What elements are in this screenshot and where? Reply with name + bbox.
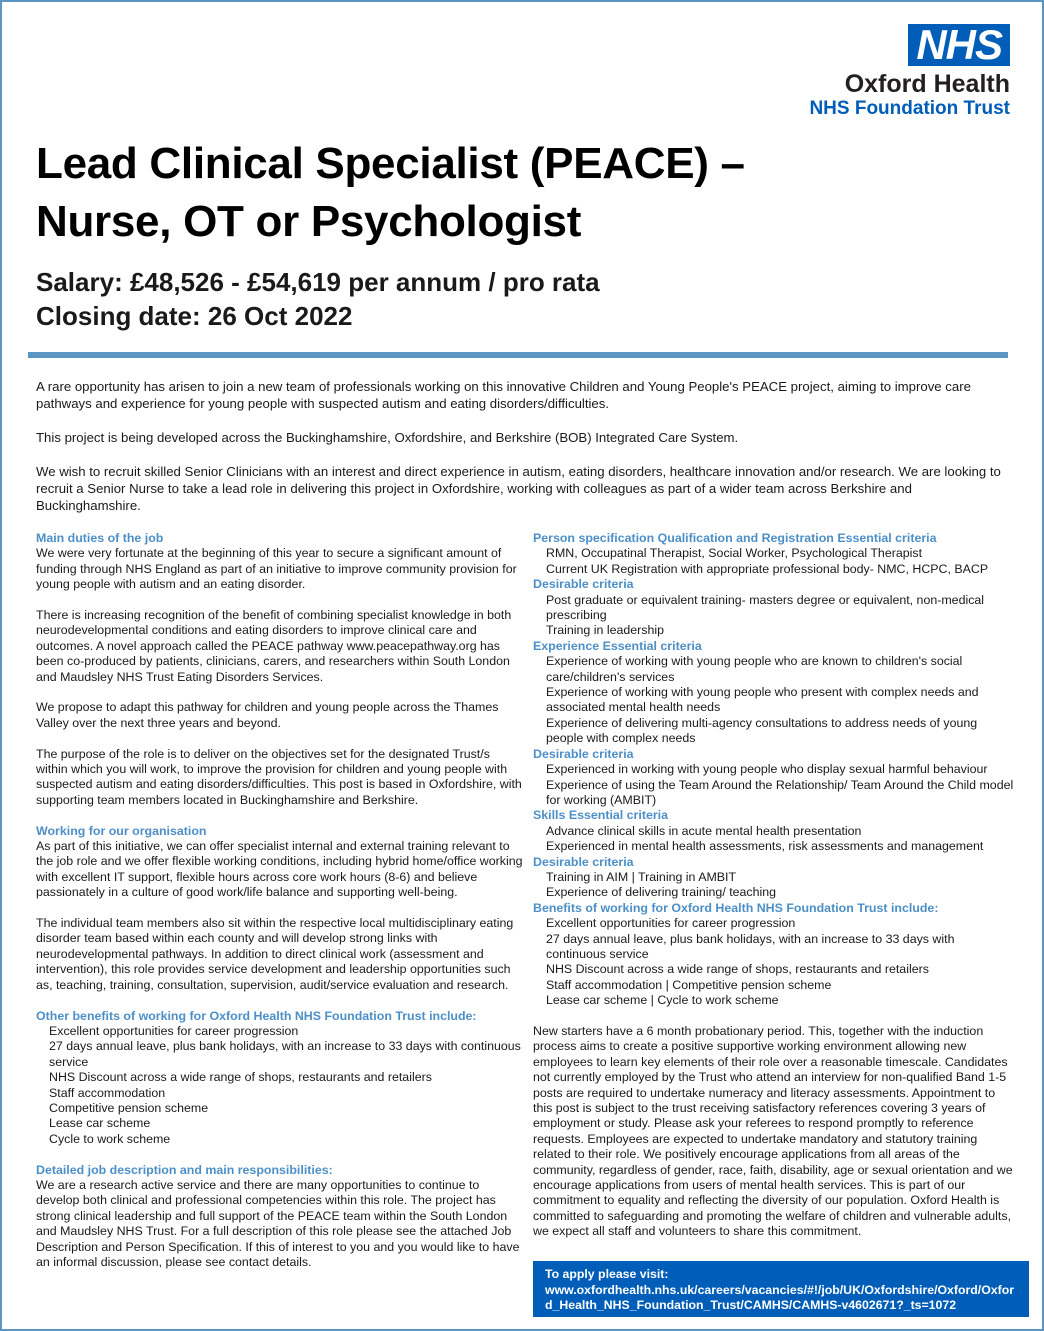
- benefit-item: Staff accommodation: [49, 1085, 166, 1100]
- desirable-heading: Desirable criteria: [533, 854, 634, 869]
- criteria-item: Post graduate or equivalent training- masters degree or equivalent, non-medical prescribing: [546, 592, 985, 623]
- apply-box: [533, 1261, 1029, 1317]
- skills-heading: Skills Essential criteria: [533, 808, 668, 823]
- criteria-item: Training in leadership: [546, 623, 665, 638]
- intro-paragraph: A rare opportunity has arisen to join a new team of professionals working on this innovative Children and Young People's PEACE project, aiming to improve care pathways and experience for young people with suspected autism and eating disorders/difficulties.: [36, 379, 971, 411]
- organisation-paragraph: The individual team members also sit within the respective local multidisciplinary eating disorder team based within each county and will develop strong links with neurodevelopmental pathways. In addition to direct clinical work (assessment and intervention), this role provides service development and leadership opportunities such as, teaching, training, consultation, supervision, audit/service evaluation and research.: [36, 916, 514, 992]
- criteria-item: Experience of working with young people who present with complex needs and associated mental health needs: [546, 685, 979, 715]
- benefit-item: Competitive pension scheme: [49, 1100, 209, 1115]
- description-paragraph: We are a research active service and there are many opportunities to continue to develop both clinical and professional competencies within this role. The project has strong clinical leadership and full support of the PEACE team within the South London and Maudsley NHS Trust. For a full description of this role please see the attached Job Description and Person Specification. If this of interest to you and you would like to have an informal discussion, please see contact details.: [36, 1177, 520, 1269]
- organisation-paragraph: As part of this initiative, we can offer specialist internal and external training relevant to the job role and we offer flexible working conditions, including hybrid home/office working with excellent IT support, flexible hours across core work hours (8-6) and believe passionately in a culture of good work/life balance and supporting well-being.: [36, 839, 523, 900]
- criteria-item: Experience of working with young people who are known to children's social care/children's services: [546, 654, 963, 684]
- org-subtitle: NHS Foundation Trust: [809, 98, 1010, 119]
- job-title-line-2: Nurse, OT or Psychologist: [36, 197, 582, 246]
- nhs-badge: NHS: [908, 24, 1010, 66]
- organisation-heading: Working for our organisation: [36, 823, 207, 838]
- criteria-item: Experience of delivering training/ teaching: [546, 885, 777, 900]
- benefit-item: Lease car scheme: [49, 1116, 151, 1131]
- intro-paragraph: We wish to recruit skilled Senior Clinicians with an interest and direct experience in autism, eating disorders, healthcare innovation and/or research. We are looking to recruit a Senior Nurse to take a lead role in delivering this project in Oxfordshire, working with colleagues as part of a wider team across Berkshire and Buckinghamshire.: [36, 464, 1001, 513]
- salary: Salary: £48,526 - £54,619 per annum / pro rata: [36, 267, 600, 297]
- intro: [36, 378, 1016, 531]
- criteria-item: Advance clinical skills in acute mental health presentation: [546, 823, 862, 838]
- criteria-item: Experience of delivering multi-agency consultations to address needs of young people with complex needs: [546, 715, 978, 746]
- qualification-heading: Person specification Qualification and Registration Essential criteria: [533, 531, 937, 545]
- apply-label: To apply please visit:: [545, 1267, 669, 1281]
- benefit-item: Lease car scheme | Cycle to work scheme: [546, 993, 779, 1008]
- benefits-heading: Other benefits of working for Oxford Health NHS Foundation Trust include:: [36, 1008, 477, 1023]
- benefit-item: Cycle to work scheme: [49, 1131, 171, 1146]
- apply-link[interactable]: www.oxfordhealth.nhs.uk/careers/vacancies/#!/job/UK/Oxfordshire/Oxford/Oxford_Health_NHS_Foundation_Trust/CAMHS/CAMHS-v4602671?_ts=1072: [545, 1282, 1014, 1312]
- criteria-item: Current UK Registration with appropriate professional body- NMC, HCPC, BACP: [546, 561, 989, 576]
- benefit-item: NHS Discount across a wide range of shops, restaurants and retailers: [49, 1070, 432, 1085]
- duties-paragraph: The purpose of the role is to deliver on the objectives set for the designated Trust/s within which you will work, to improve the provision for children and young people with suspected autism and eating disorders/difficulties. This post is based in Oxfordshire, with supporting team members located in Buckinghamshire and Berkshire.: [36, 746, 522, 807]
- criteria-item: Experience of using the Team Around the Relationship/ Team Around the Child model for working (AMBIT): [546, 777, 1014, 807]
- right-column: [533, 531, 1017, 1255]
- duties-heading: Main duties of the job: [36, 531, 164, 545]
- benefit-item: 27 days annual leave, plus bank holidays, with an increase to 33 days with continuous service: [49, 1039, 521, 1069]
- benefit-item: 27 days annual leave, plus bank holidays, with an increase to 33 days with continuous service: [546, 931, 955, 961]
- desirable-heading: Desirable criteria: [533, 746, 634, 761]
- left-column: [36, 531, 524, 1286]
- probation-paragraph: New starters have a 6 month probationary period. This, together with the induction process aims to create a positive supportive working environment allowing new employees to learn key elements of their role over a reasonable timescale. Candidates not currently employed by the Trust who attend an interview for non-qualified Band 1-5 posts are required to undertake numeracy and literacy assessments. Appointment to this post is subject to the trust receiving satisfactory references covering 3 years of employment or study. Please ask your referees to respond promptly to reference requests. Employees are expected to undertake mandatory and statutory training related to their role. We positively encourage applications from all areas of the community, regardless of gender, race, faith, disability, age or sexual orientation and we encourage applications from users of mental health services. This is part of our commitment to equality and reflecting the diversity of our population. Oxford Health is committed to safeguarding and promoting the welfare of children and vulnerable adults, we expect all staff and volunteers to share this commitment.: [533, 1023, 1013, 1239]
- intro-paragraph: This project is being developed across the Buckinghamshire, Oxfordshire, and Berkshire (BOB) Integrated Care System.: [36, 430, 739, 445]
- duties-paragraph: We propose to adapt this pathway for children and young people across the Thames Valley over the next three years and beyond.: [36, 700, 499, 730]
- criteria-item: Experienced in working with young people who display sexual harmful behaviour: [546, 762, 988, 777]
- job-title-line-1: Lead Clinical Specialist (PEACE) –: [36, 139, 745, 188]
- right-benefits-heading: Benefits of working for Oxford Health NHS Foundation Trust include:: [533, 900, 939, 915]
- closing-date: Closing date: 26 Oct 2022: [36, 301, 353, 331]
- benefit-item: NHS Discount across a wide range of shops, restaurants and retailers: [546, 962, 929, 977]
- benefit-item: Excellent opportunities for career progression: [49, 1023, 299, 1038]
- header-divider: [28, 352, 1008, 358]
- duties-paragraph: There is increasing recognition of the benefit of combining specialist knowledge in both neurodevelopmental conditions and eating disorders to improve clinical care and outcomes. A novel approach called the PEACE pathway www.peacepathway.org has been co-produced by patients, clinicians, carers, and researchers within South London and Maudsley NHS Trust Eating Disorders Services.: [36, 608, 512, 684]
- desirable-heading: Desirable criteria: [533, 577, 634, 592]
- duties-paragraph: We were very fortunate at the beginning of this year to secure a significant amount of funding through NHS England as part of an initiative to improve community provision for young people with autism and an eating disorder.: [36, 546, 517, 592]
- benefit-item: Staff accommodation | Competitive pension scheme: [546, 977, 832, 992]
- criteria-item: Training in AIM | Training in AMBIT: [546, 869, 737, 884]
- nhs-logo: [809, 21, 1010, 120]
- description-heading: Detailed job description and main responsibilities:: [36, 1162, 333, 1177]
- criteria-item: RMN, Occupatinal Therapist, Social Worker, Psychological Therapist: [546, 546, 923, 561]
- job-title: [36, 135, 936, 251]
- experience-heading: Experience Essential criteria: [533, 638, 702, 653]
- org-name: Oxford Health: [844, 70, 1010, 98]
- criteria-item: Experienced in mental health assessments, risk assessments and management: [546, 839, 984, 854]
- benefit-item: Excellent opportunities for career progression: [546, 916, 796, 931]
